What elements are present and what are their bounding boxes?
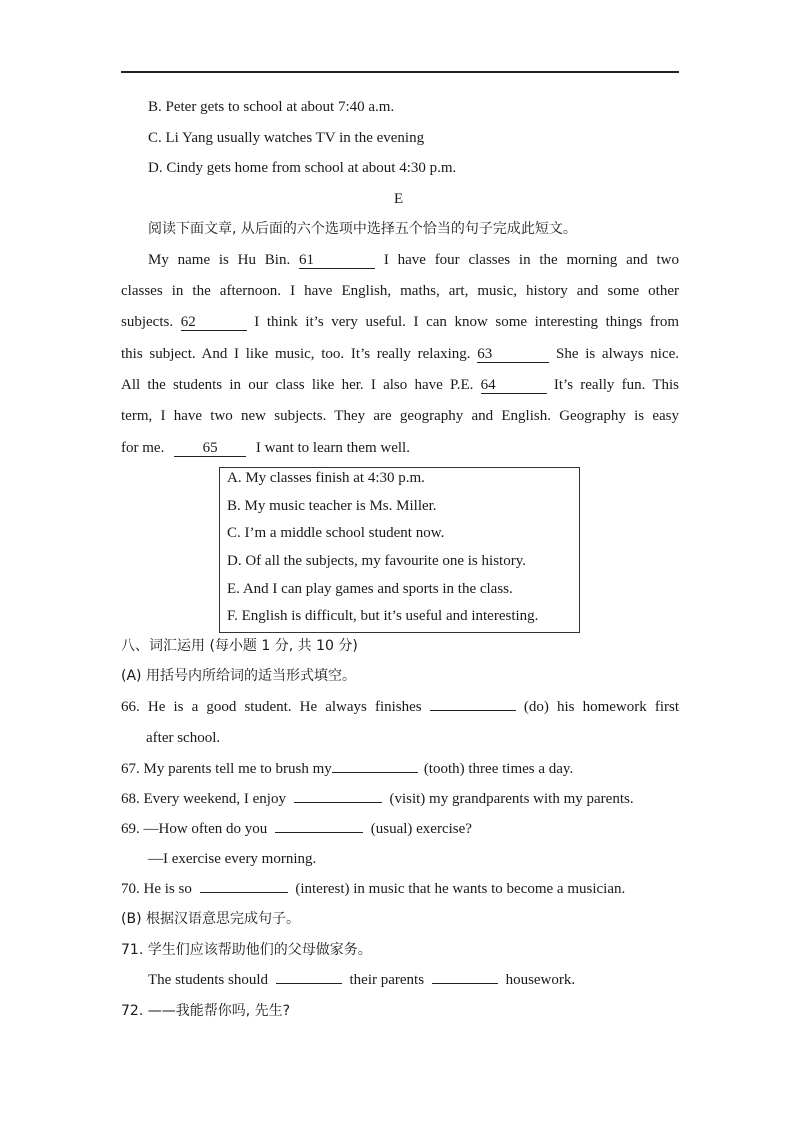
blank-65[interactable]: 65: [174, 440, 246, 457]
passage-line: for me. 65 I want to learn them well.: [121, 440, 410, 456]
answer-blank-70[interactable]: [200, 892, 288, 893]
section-letter: E: [394, 191, 404, 207]
part-b-instruction: (B) 根据汉语意思完成句子。: [121, 911, 300, 927]
option-c: C. I’m a middle school student now.: [227, 525, 445, 541]
blank-62[interactable]: 62: [181, 314, 247, 331]
passage-line: term, I have two new subjects. They are geography and English. Geography is easy: [121, 408, 679, 424]
blank-61[interactable]: 61: [299, 252, 375, 269]
passage-line: All the students in our class like her. I also have P.E. 64 It’s really fun. This: [121, 377, 679, 393]
option-b: B. My music teacher is Ms. Miller.: [227, 498, 437, 514]
prev-option-b: B. Peter gets to school at about 7:40 a.m.: [148, 99, 395, 115]
question-69: 69. —How often do you (usual) exercise?: [121, 821, 472, 837]
answer-blank-69[interactable]: [275, 832, 363, 833]
option-d: D. Of all the subjects, my favourite one is history.: [227, 553, 526, 569]
blank-63[interactable]: 63: [477, 346, 549, 363]
answer-blank-71b[interactable]: [432, 983, 498, 984]
answer-blank-66[interactable]: [430, 710, 516, 711]
question-66-cont: after school.: [146, 730, 221, 746]
prev-option-d: D. Cindy gets home from school at about 4:30 p.m.: [148, 160, 457, 176]
section-8-title: 八、词汇运用 (每小题 1 分, 共 10 分): [121, 638, 358, 654]
header-rule: [121, 71, 679, 73]
question-71-chinese: 71. 学生们应该帮助他们的父母做家务。: [121, 942, 372, 958]
question-69-reply: —I exercise every morning.: [148, 851, 317, 867]
section-e-instruction: 阅读下面文章, 从后面的六个选项中选择五个恰当的句子完成此短文。: [148, 221, 577, 237]
question-71: The students should their parents housework.: [148, 972, 576, 988]
part-a-instruction: (A) 用括号内所给词的适当形式填空。: [121, 668, 356, 684]
answer-blank-67[interactable]: [332, 772, 418, 773]
answer-blank-68[interactable]: [294, 802, 382, 803]
question-66: 66. He is a good student. He always finishes (do) his homework first: [121, 699, 680, 715]
option-e: E. And I can play games and sports in the class.: [227, 581, 513, 597]
answer-blank-71a[interactable]: [276, 983, 342, 984]
passage-line: subjects. 62 I think it’s very useful. I can know some interesting things from: [121, 314, 680, 330]
passage-line: classes in the afternoon. I have English, maths, art, music, history and some other: [121, 283, 679, 299]
question-67: 67. My parents tell me to brush my (tooth) three times a day.: [121, 761, 574, 777]
question-72-chinese: 72. ——我能帮你吗, 先生?: [121, 1003, 291, 1019]
prev-option-c: C. Li Yang usually watches TV in the evening: [148, 130, 425, 146]
passage-line: My name is Hu Bin. 61 I have four classes in the morning and two: [148, 252, 680, 268]
question-70: 70. He is so (interest) in music that he wants to become a musician.: [121, 881, 626, 897]
blank-64[interactable]: 64: [481, 377, 547, 394]
passage-line: this subject. And I like music, too. It’s really relaxing. 63 She is always nice.: [121, 346, 680, 362]
option-f: F. English is difficult, but it’s useful and interesting.: [227, 608, 539, 624]
option-a: A. My classes finish at 4:30 p.m.: [227, 470, 425, 486]
question-68: 68. Every weekend, I enjoy (visit) my grandparents with my parents.: [121, 791, 634, 807]
